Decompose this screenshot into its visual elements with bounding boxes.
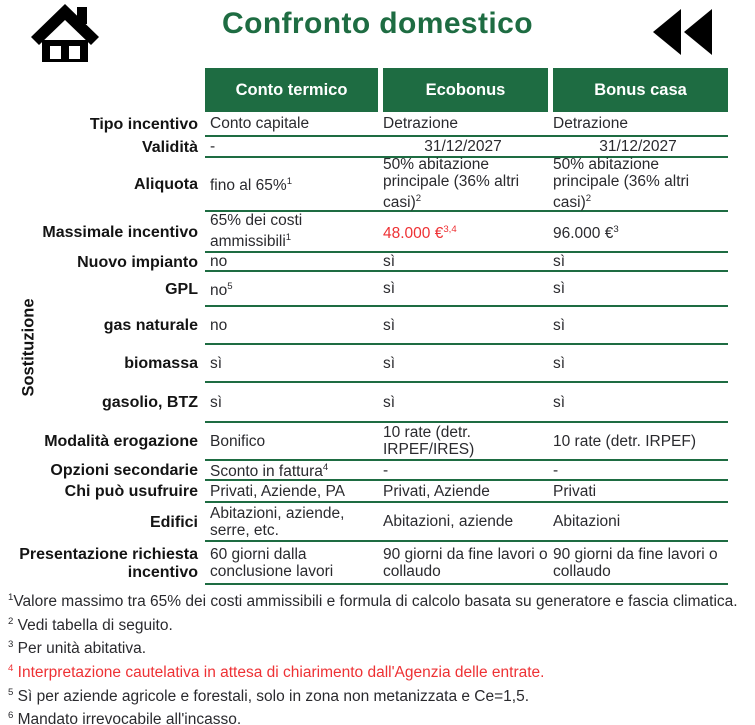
cell: 60 giorni dalla conclusione lavori (205, 542, 378, 585)
cell: 10 rate (detr. IRPEF) (548, 423, 728, 461)
row-presentazione-richiesta (0, 542, 728, 585)
row-label: Aliquota (134, 176, 198, 193)
row-label: Massimale incentivo (42, 223, 198, 241)
cell: $no^5$ (205, 272, 378, 307)
cell: sì (378, 345, 548, 383)
cell: sì (378, 272, 548, 307)
row-gasolio-btz (0, 383, 728, 423)
cell: Conto capitale (205, 112, 378, 137)
cell: 90 giorni da fine lavori o collaudo (548, 542, 728, 585)
rewind-double-left-icon (653, 9, 715, 55)
cell: 50% abitazione principale (36% altri casi)$^2$ (548, 158, 728, 212)
row-tipo-incentivo (0, 112, 728, 137)
footnotes (8, 588, 752, 725)
row-modalita-erogazione (0, 423, 728, 461)
cell: sì (548, 253, 728, 272)
cell: sì (205, 345, 378, 383)
corner-cell (0, 68, 205, 112)
row-label: Nuovo impianto (77, 253, 198, 271)
row-edifici (0, 503, 728, 542)
cell: sì (548, 345, 728, 383)
row-gas-naturale (0, 307, 728, 345)
row-chi-puo-usufruire (0, 481, 728, 503)
cell: - (378, 461, 548, 481)
cell: sì (378, 307, 548, 345)
row-nuovo-impianto (0, 253, 728, 272)
cell: no (205, 253, 378, 272)
row-label: Edifici (149, 513, 198, 531)
back-button[interactable] (653, 9, 715, 55)
footnote-2: $^2$ Vedi tabella di seguito. (8, 615, 173, 634)
cell: 96.000 €$^3$ (548, 212, 728, 253)
column-header-bonus-casa: Bonus casa (548, 68, 728, 112)
cell: Detrazione (378, 112, 548, 137)
cell: Privati (548, 481, 728, 503)
footnote-4: $^4$ Interpretazione cautelativa in attesa di chiarimento dall'Agenzia delle entrate. (8, 662, 545, 682)
column-header-conto-termico: Conto termico (205, 68, 378, 112)
footnote-5: $^5$ Sì per aziende agricole e forestali, solo in zona non metanizzata e Ce=1,5. (8, 686, 530, 705)
cell: sì (378, 253, 548, 272)
row-label: Modalità erogazione (44, 433, 198, 450)
comparison-table (0, 68, 728, 585)
cell: sì (548, 383, 728, 423)
cell: - (548, 461, 728, 481)
cell: 50% abitazione principale (36% altri casi)$^2$ (378, 158, 548, 212)
table-header-row (0, 68, 728, 112)
column-header-ecobonus: Ecobonus (378, 68, 548, 112)
page-title: Confronto domestico (222, 7, 533, 40)
cell: Abitazioni, aziende, serre, etc. (205, 503, 378, 542)
cell: Bonifico (205, 423, 378, 461)
cell-highlight-red: 48.000 €$^{3,4}$ (378, 212, 548, 253)
row-aliquota (0, 158, 728, 212)
cell: sì (378, 383, 548, 423)
cell: sì (205, 383, 378, 423)
cell: 31/12/2027 (548, 137, 728, 158)
row-group-label-sostituzione: Sostituzione (19, 298, 38, 397)
row-label: GPL (165, 280, 198, 298)
cell: no (205, 307, 378, 345)
row-label: biomassa (124, 355, 198, 372)
cell: Abitazioni (548, 503, 728, 542)
footnote-1: $^1$Valore massimo tra 65% dei costi ammissibili e formula di calcolo basata su generatore e fascia climatica. (8, 592, 738, 611)
cell: sì (548, 272, 728, 307)
cell: - (205, 137, 378, 158)
cell: Detrazione (548, 112, 728, 137)
footnote-6: $^6$ Mandato irrevocabile all'incasso. (8, 710, 242, 725)
row-validita (0, 137, 728, 158)
cell: Privati, Aziende, PA (205, 481, 378, 503)
cell: fino al 65%$^1$ (205, 158, 378, 212)
cell: sì (548, 307, 728, 345)
cell: 65% dei costi ammissibili$^1$ (205, 212, 378, 253)
row-label: Validità (141, 138, 198, 156)
row-label: Presentazione richiesta incentivo (19, 545, 198, 581)
row-gpl (0, 272, 728, 307)
row-label: gas naturale (103, 317, 198, 334)
row-massimale-incentivo (0, 212, 728, 253)
row-biomassa (0, 345, 728, 383)
row-label: Tipo incentivo (89, 115, 198, 133)
footnote-3: $^3$ Per unità abitativa. (8, 639, 147, 658)
row-label: Chi può usufruire (64, 483, 198, 500)
row-label: Opzioni secondarie (50, 462, 198, 479)
row-opzioni-secondarie (0, 461, 728, 481)
cell: Sconto in fattura$^4$ (205, 461, 378, 481)
cell: Abitazioni, aziende (378, 503, 548, 542)
cell: 90 giorni da fine lavori o collaudo (378, 542, 548, 585)
cell: 31/12/2027 (378, 137, 548, 158)
cell: 10 rate (detr. IRPEF/IRES) (378, 423, 548, 461)
cell: Privati, Aziende (378, 481, 548, 503)
row-label: gasolio, BTZ (102, 394, 198, 411)
